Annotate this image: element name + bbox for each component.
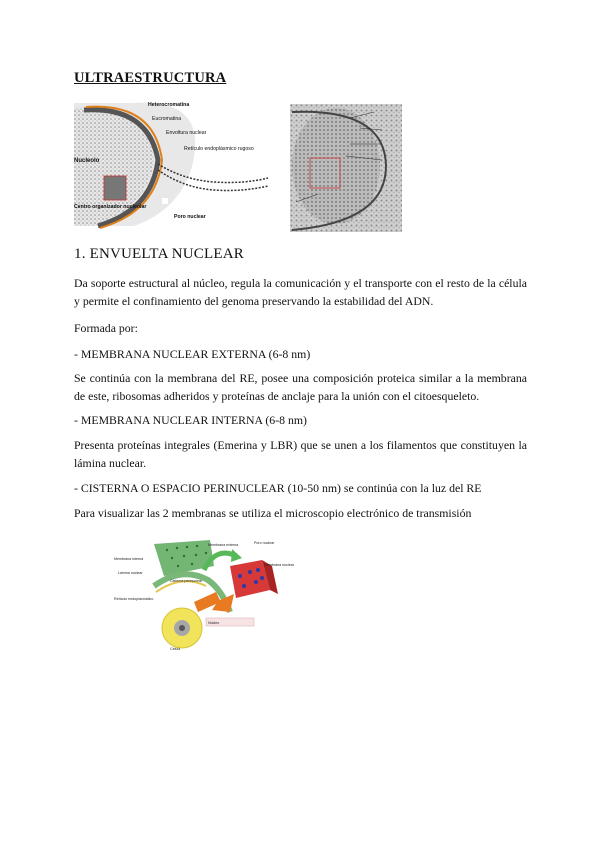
- label-membrana-nuclear: Membrana nuclear: [264, 563, 294, 567]
- item-cisterna: - CISTERNA O ESPACIO PERINUCLEAR (10-50 nm) se continúa con la luz del RE: [74, 481, 482, 495]
- paragraph-membrana-externa: Se continúa con la membrana del RE, posee una composición proteica similar a la membrana de este, ribosomas adheridos y proteínas de anclaje para la unión con el citoesqueleto.: [74, 371, 527, 403]
- label-poro-nuclear-fig3: Poro nuclear: [254, 541, 275, 545]
- label-celula: Célula: [170, 647, 181, 651]
- label-reticulo-fig3: Retículo endoplasmático: [114, 597, 154, 601]
- label-envoltura: Envoltura nuclear: [166, 130, 207, 136]
- item-membrana-interna: - MEMBRANA NUCLEAR INTERNA (6-8 nm): [74, 413, 307, 427]
- nuclear-envelope-schematic-figure: [112, 536, 294, 652]
- paragraph-formada-por: Formada por:: [74, 321, 138, 335]
- label-nucleolo: Nucleolo: [74, 158, 100, 164]
- item-membrana-externa: - MEMBRANA NUCLEAR EXTERNA (6-8 nm): [74, 347, 311, 361]
- label-cisterna: Cisterna perinuclear: [170, 579, 203, 583]
- label-membrana-externa: Membrana externa: [208, 543, 239, 547]
- section-heading: 1. ENVUELTA NUCLEAR: [74, 246, 244, 262]
- label-heterocromatina: Heterocromatina: [148, 102, 190, 108]
- page-title: ULTRAESTRUCTURA: [74, 70, 227, 86]
- paragraph-membrana-interna: Presenta proteínas integrales (Emerina y LBR) que se unen a los filamentos que constituyen la lámina nuclear.: [74, 438, 527, 470]
- electron-micrograph-figure: [290, 104, 402, 232]
- label-poro-nuclear: Poro nuclear: [174, 214, 206, 220]
- label-eucromatina: Eucromatina: [152, 116, 182, 122]
- paragraph-microscopio: Para visualizar las 2 membranas se utiliza el microscopio electrónico de transmisión: [74, 506, 472, 520]
- label-reticulo: Retículo endoplásmico rugoso: [184, 146, 254, 152]
- label-centro-organizador: Centro organizador nucleolar: [74, 204, 147, 210]
- nucleus-diagram-figure: [74, 98, 270, 228]
- paragraph-description: Da soporte estructural al núcleo, regula la comunicación y el transporte con el resto de la célula y permite el confinamiento del genoma preservando la estabilidad del ADN.: [74, 276, 527, 308]
- label-lamina-nuclear: Lámina nuclear: [118, 571, 143, 575]
- label-nucleo: Núcleo: [208, 621, 220, 625]
- label-membrana-interna: Membrana interna: [114, 557, 144, 561]
